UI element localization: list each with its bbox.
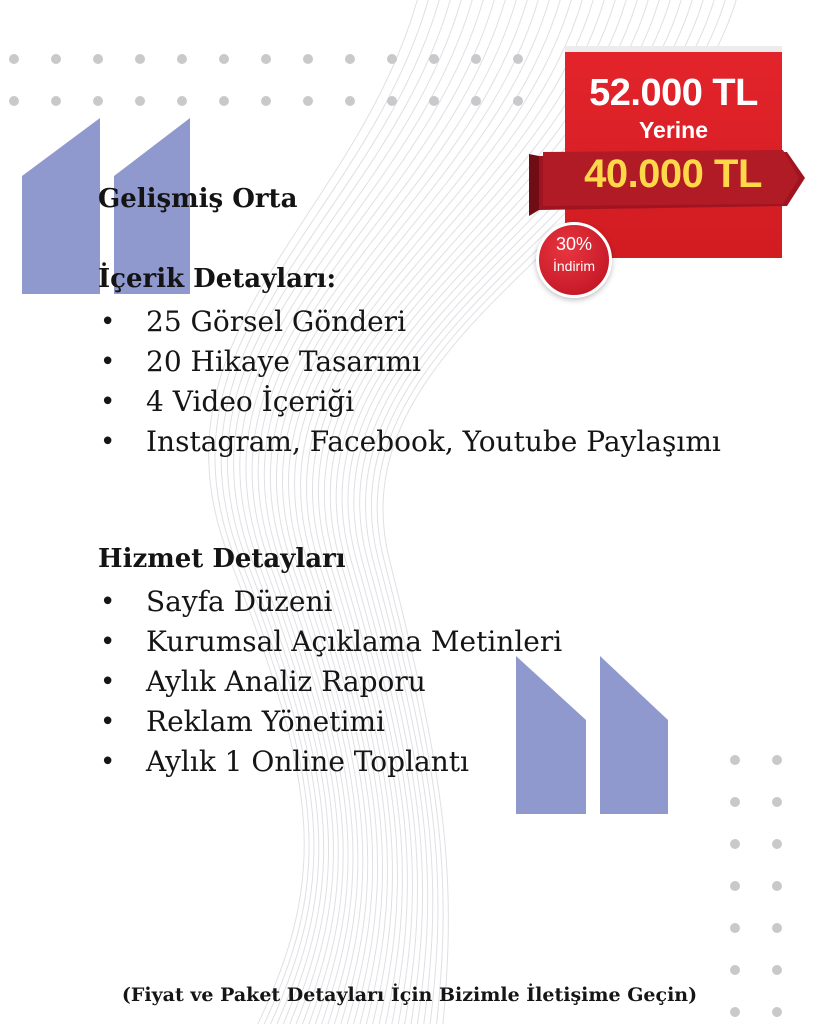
decor-dot — [9, 96, 19, 106]
new-price: 40.000 TL — [584, 152, 762, 196]
decor-dot — [772, 965, 782, 975]
contact-note: (Fiyat ve Paket Detayları İçin Bizimle İletişime Geçin) — [121, 984, 698, 1006]
content-details-heading: İçerik Detayları: — [98, 264, 337, 294]
decor-dot — [772, 923, 782, 933]
wave-line — [252, 0, 497, 1024]
decor-dot — [93, 54, 103, 64]
decor-dot — [387, 96, 397, 106]
decor-dot — [772, 797, 782, 807]
content-details-list — [98, 302, 721, 462]
list-item: • 4 Video İçeriği — [98, 382, 721, 422]
wave-line — [234, 0, 464, 1024]
list-item: • 20 Hikaye Tasarımı — [98, 342, 721, 382]
wave-line — [289, 0, 563, 1024]
decor-dot — [471, 54, 481, 64]
decor-dot — [261, 54, 271, 64]
decor-dot — [135, 96, 145, 106]
wave-line — [221, 0, 442, 1024]
wave-line — [209, 0, 420, 1024]
decor-dot — [177, 96, 187, 106]
discount-label: İndirim — [552, 258, 595, 274]
service-details-heading: Hizmet Detayları — [98, 544, 346, 574]
decor-dot — [303, 96, 313, 106]
decor-dot — [9, 54, 19, 64]
decor-dot — [772, 1007, 782, 1017]
list-item: • Aylık 1 Online Toplantı — [98, 742, 562, 782]
decor-dot — [135, 54, 145, 64]
discount-percent: 30% — [555, 234, 593, 254]
decor-dot — [471, 96, 481, 106]
decor-dot — [730, 1007, 740, 1017]
decor-dot — [219, 96, 229, 106]
list-item: • Reklam Yönetimi — [98, 702, 562, 742]
old-price: 52.000 TL — [589, 72, 758, 114]
decor-dot — [51, 96, 61, 106]
wave-line — [270, 0, 530, 1024]
decor-dot — [345, 54, 355, 64]
service-details-list — [98, 582, 562, 782]
list-item: • Kurumsal Açıklama Metinleri — [98, 622, 562, 662]
decor-dot — [429, 96, 439, 106]
list-item: • Sayfa Düzeni — [98, 582, 562, 622]
decor-dot — [513, 96, 523, 106]
decor-dot — [93, 96, 103, 106]
decor-dot — [303, 54, 313, 64]
decor-dot — [730, 965, 740, 975]
decor-dot — [730, 839, 740, 849]
decor-dot — [772, 839, 782, 849]
list-item: • Aylık Analiz Raporu — [98, 662, 562, 702]
list-item: • Instagram, Facebook, Youtube Paylaşımı — [98, 422, 721, 462]
decor-dot — [513, 54, 523, 64]
decor-dot — [730, 881, 740, 891]
decor-dot — [772, 881, 782, 891]
decor-dot — [730, 797, 740, 807]
package-title: Gelişmiş Orta — [98, 184, 298, 214]
wave-line — [276, 0, 541, 1024]
decor-dot — [429, 54, 439, 64]
decor-dot — [177, 54, 187, 64]
decor-dot — [261, 96, 271, 106]
decor-dot — [730, 923, 740, 933]
decor-dot — [51, 54, 61, 64]
list-item: • 25 Görsel Gönderi — [98, 302, 721, 342]
decor-dot — [772, 755, 782, 765]
decor-dot — [345, 96, 355, 106]
decor-dot — [387, 54, 397, 64]
instead-label: Yerine — [638, 117, 709, 143]
decor-dot — [730, 755, 740, 765]
decor-dot — [219, 54, 229, 64]
